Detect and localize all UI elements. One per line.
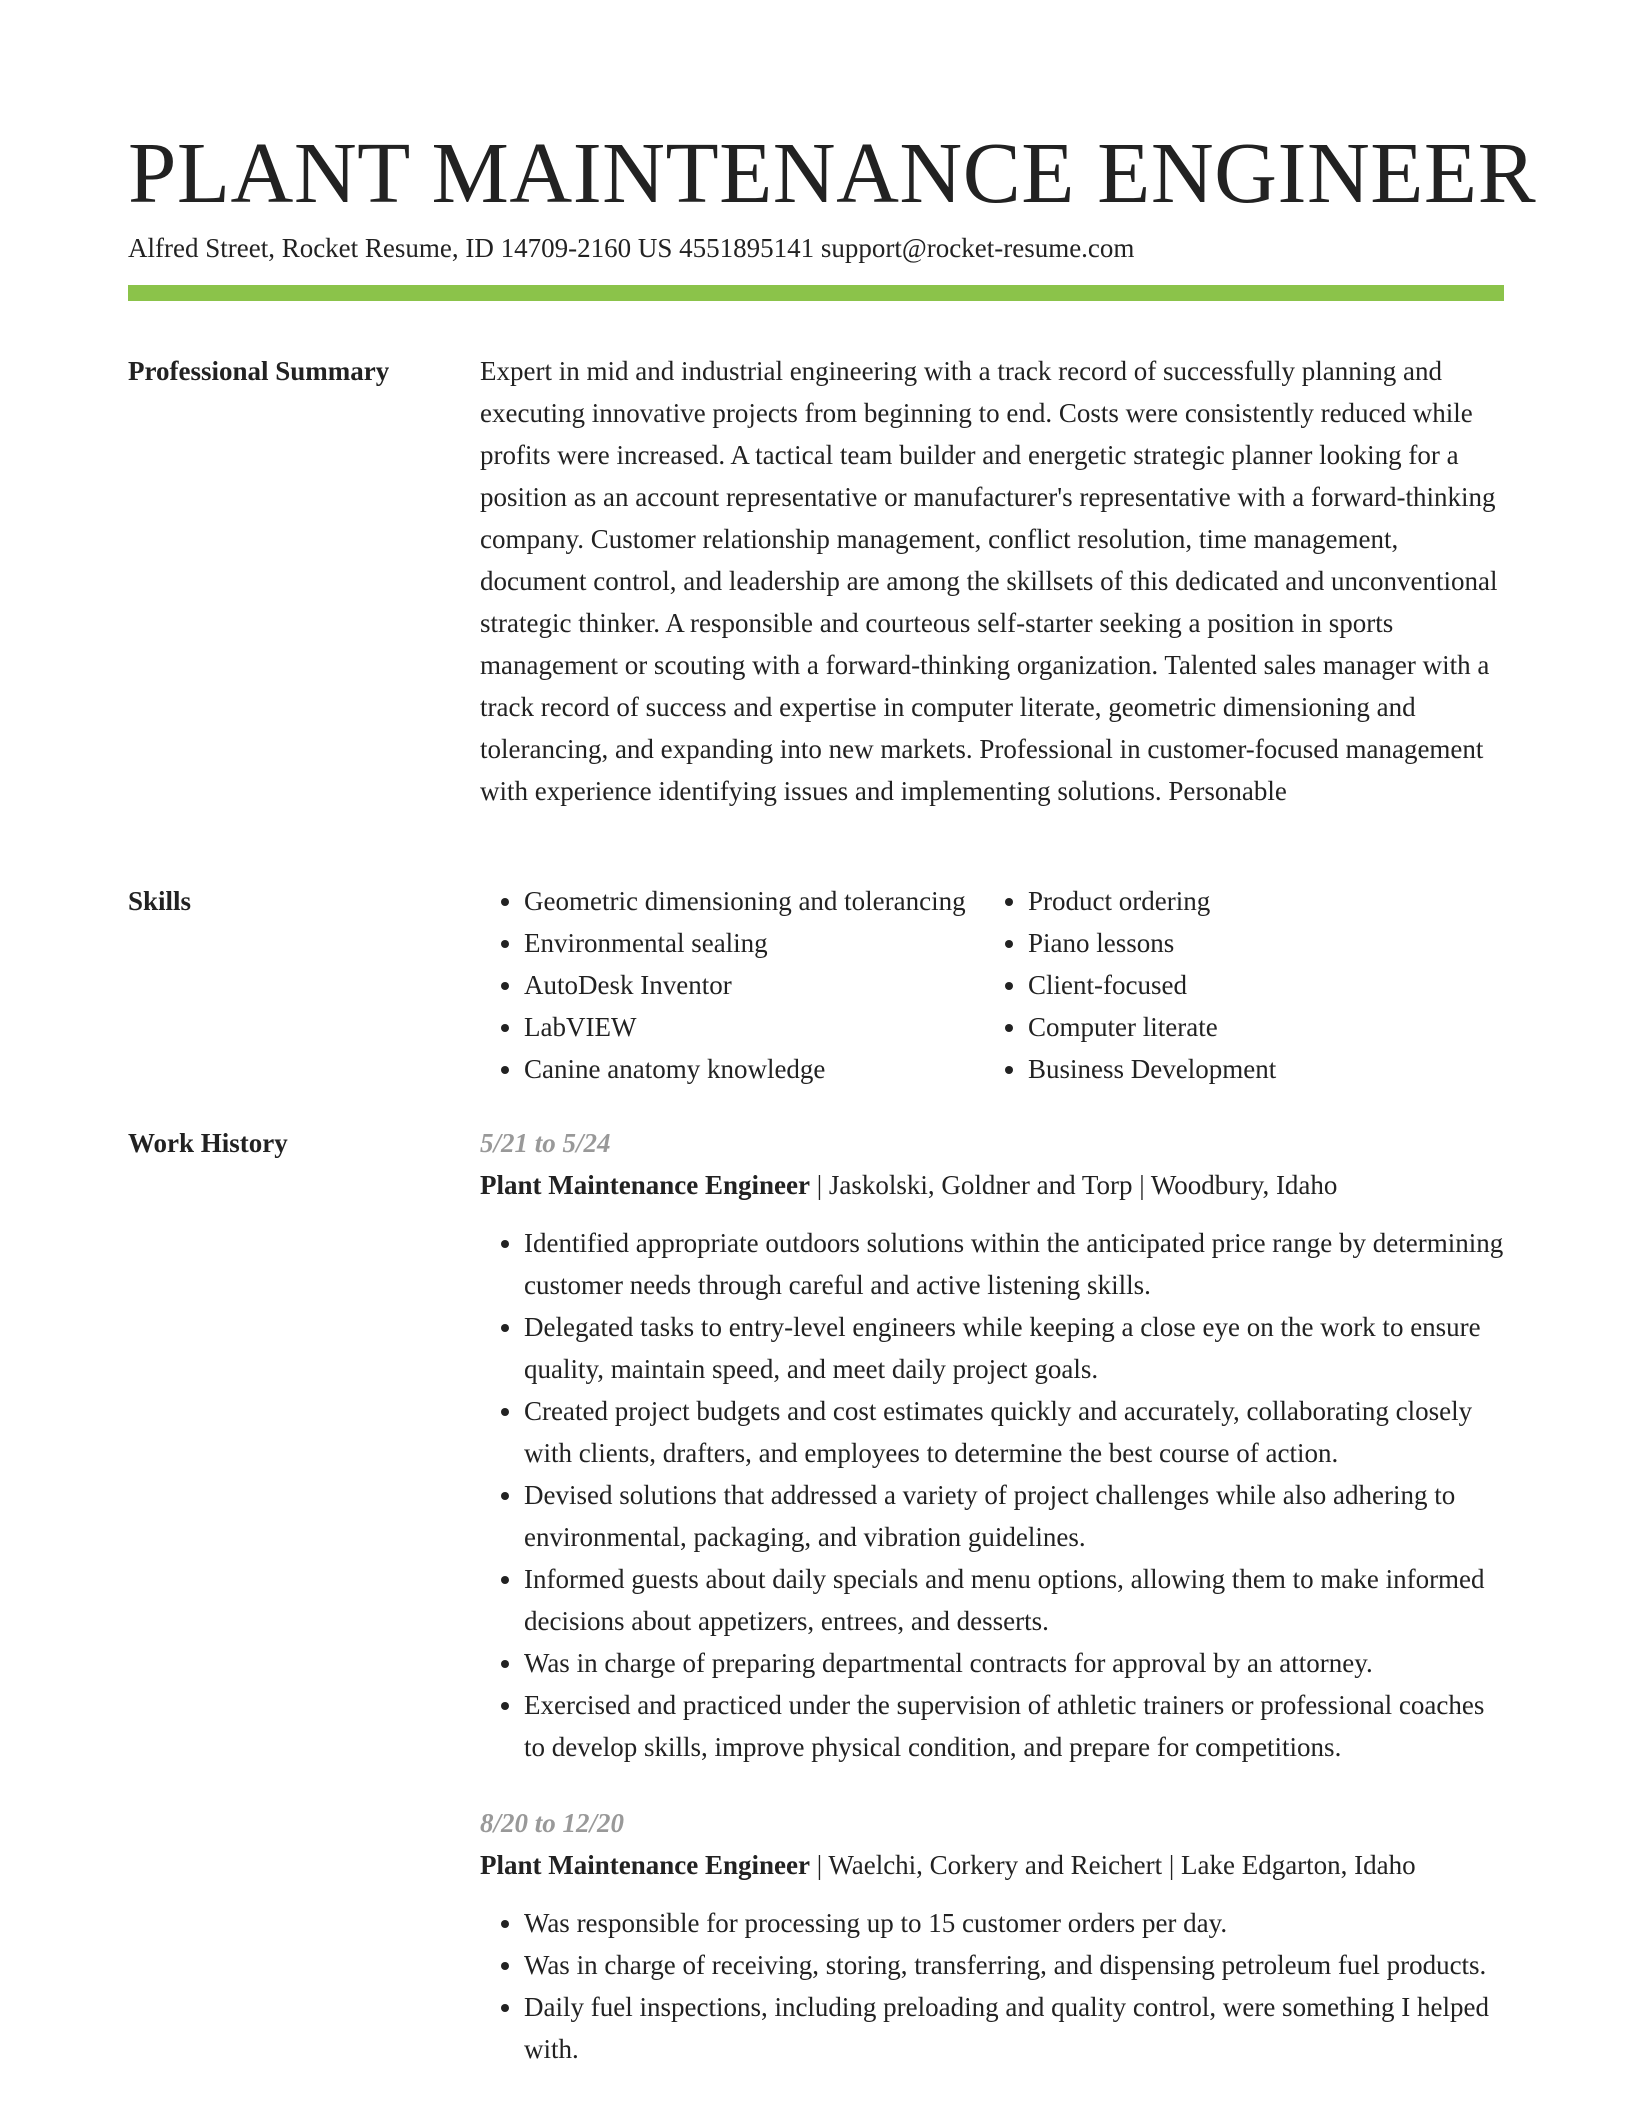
skill-item: • AutoDesk Inventor <box>524 964 984 1006</box>
skill-item: • Computer literate <box>1028 1006 1488 1048</box>
work-history-body <box>480 1122 1504 2104</box>
skill-item: • Product ordering <box>1028 880 1488 922</box>
job-dates: 5/21 to 5/24 <box>480 1128 611 1158</box>
work-history-label: Work History <box>128 1128 288 1158</box>
job-bullet: • Was in charge of preparing departmental contracts for approval by an attorney. <box>524 1642 1504 1684</box>
job-bullet-list <box>480 1902 1504 2070</box>
skills-columns <box>480 880 1504 1090</box>
skill-item: • LabVIEW <box>524 1006 984 1048</box>
skills-label: Skills <box>128 886 192 916</box>
job-bullet: • Devised solutions that addressed a variety of project challenges while also adhering to environmental, packaging, and vibration guidelines. <box>524 1474 1504 1558</box>
job-entry <box>480 1122 1504 1768</box>
job-bullet: • Was responsible for processing up to 15 customer orders per day. <box>524 1902 1504 1944</box>
job-employer-location: | Jaskolski, Goldner and Torp | Woodbury, Idaho <box>809 1170 1338 1200</box>
job-bullet: • Was in charge of receiving, storing, transferring, and dispensing petroleum fuel products. <box>524 1944 1504 1986</box>
skill-item: • Business Development <box>1028 1048 1488 1090</box>
job-title: Plant Maintenance Engineer <box>480 1170 810 1200</box>
job-entry <box>480 1802 1504 2070</box>
skill-item: • Environmental sealing <box>524 922 984 964</box>
header-accent-rule <box>128 285 1504 301</box>
job-title-line <box>480 1844 1504 1886</box>
job-dates: 8/20 to 12/20 <box>480 1808 625 1838</box>
job-bullet: • Created project budgets and cost estimates quickly and accurately, collaborating closely with clients, drafters, and employees to determine the best course of action. <box>524 1390 1504 1474</box>
job-title: Plant Maintenance Engineer <box>480 1850 810 1880</box>
skills-list-right <box>984 880 1488 1090</box>
contact-line: Alfred Street, Rocket Resume, ID 14709-2160 US 4551895141 support@rocket-resume.com <box>128 233 1135 263</box>
summary-text: Expert in mid and industrial engineering with a track record of successfully planning and executing innovative projects from beginning to end. Costs were consistently reduced while profits were increased. A tactical team builder and energetic strategic planner looking for a position as an account representative or manufacturer's representative with a forward-thinking company. Customer relationship management, conflict resolution, time management, document control, and leadership are among the skillsets of this dedicated and unconventional strategic thinker. A responsible and courteous self-starter seeking a position in sports management or scouting with a forward-thinking organization. Talented sales manager with a track record of success and expertise in computer literate, geometric dimensioning and tolerancing, and expanding into new markets. Professional in customer-focused management with experience identifying issues and implementing solutions. Personable <box>480 356 1498 806</box>
job-employer-location: | Waelchi, Corkery and Reichert | Lake Edgarton, Idaho <box>809 1850 1416 1880</box>
skills-list-left <box>480 880 984 1090</box>
job-title-line <box>480 1164 1504 1206</box>
job-bullet: • Identified appropriate outdoors solutions within the anticipated price range by determining customer needs through careful and active listening skills. <box>524 1222 1504 1306</box>
skill-item: • Geometric dimensioning and tolerancing <box>524 880 984 922</box>
job-bullet: • Informed guests about daily specials and menu options, allowing them to make informed decisions about appetizers, entrees, and desserts. <box>524 1558 1504 1642</box>
resume-name-heading: PLANT MAINTENANCE ENGINEER <box>128 124 1537 221</box>
skills-body <box>480 880 1504 1090</box>
summary-body <box>480 350 1504 812</box>
job-bullet-list <box>480 1222 1504 1768</box>
skill-item: • Client-focused <box>1028 964 1488 1006</box>
job-bullet: • Delegated tasks to entry-level engineers while keeping a close eye on the work to ensure quality, maintain speed, and meet daily project goals. <box>524 1306 1504 1390</box>
job-bullet: • Daily fuel inspections, including preloading and quality control, were something I helped with. <box>524 1986 1504 2070</box>
skill-item: • Piano lessons <box>1028 922 1488 964</box>
skill-item: • Canine anatomy knowledge <box>524 1048 984 1090</box>
summary-label: Professional Summary <box>128 356 390 386</box>
job-bullet: • Exercised and practiced under the supervision of athletic trainers or professional coaches to develop skills, improve physical condition, and prepare for competitions. <box>524 1684 1504 1768</box>
